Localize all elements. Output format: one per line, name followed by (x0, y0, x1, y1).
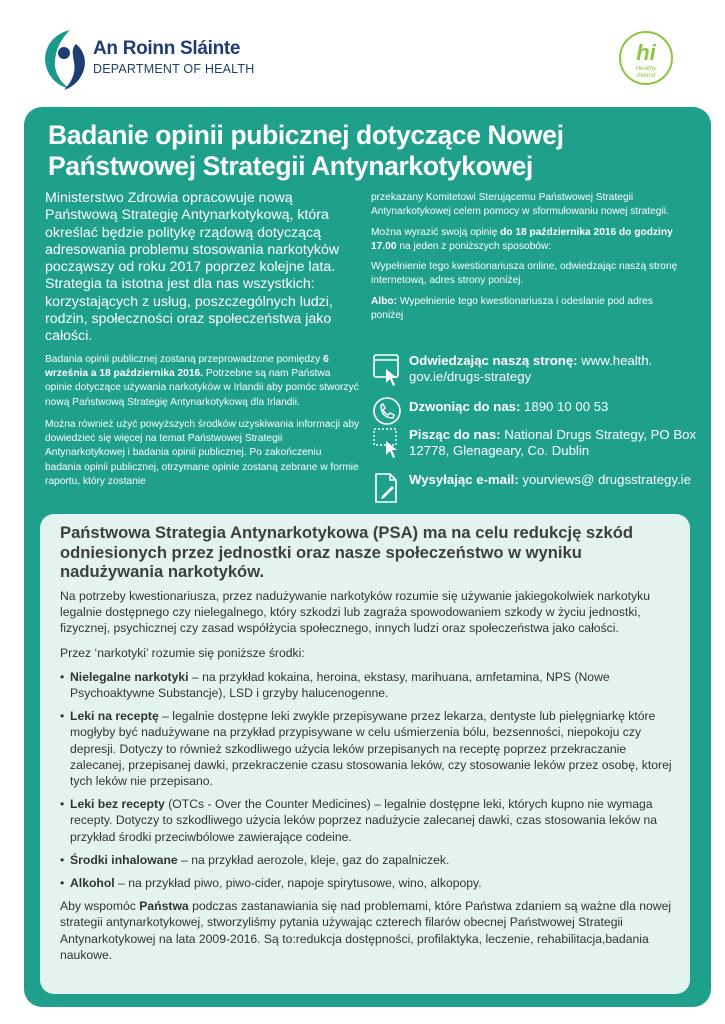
survey-dates: 6 września a 18 października 2016. (45, 353, 329, 379)
contact-email[interactable]: Wysyłając e-mail: yourviews@ drugsstrategy.ie (372, 472, 692, 512)
hi-logo-healthy: Healthy (635, 66, 657, 72)
email-icon (372, 472, 404, 508)
deadline-paragraph: Można wyrazić swoją opinię do 18 października 2016 do godziny 17.00 na jeden z poniższych sposobów: (371, 226, 673, 252)
definition-paragraph: Na potrzeby kwestionariusza, przez nadużywanie narkotyków rozumie się używanie jakiegokolwiek narkotyku legalnie dostępnego czy nielegalnego, który szkodzi lub zagraża spowodowaniem szkody w życiu jednostki, fizycznej, psychicznej czy zasad współżycia społecznego, innych ludzi oraz społeczeństwa jako całości. (60, 589, 651, 636)
mail-icon (372, 427, 404, 463)
logo-title: An Roinn Sláinte (93, 38, 241, 59)
contact-post[interactable]: Pisząc do nas: National Drugs Strategy, PO Box 12778, Glenageary, Co. Dublin (372, 427, 692, 467)
report-paragraph: przekazany Komitetowi Sterującemu Państwowej Strategii Antynarkotykowej celem pomocy w sformułowaniu nowej strategii. (371, 192, 669, 218)
list-item-prescription-drugs: • Leki na receptę – legalnie dostępne leki zwykle przepisywane przez lekarza, dentyste lub pielęgniarkę które mogłyby być nadużywane na przykład przypisywane w celu uśmierzenia bólu, bezsenności, niepokoju czy depresji. Dotyczy to również szkodliwego użycia leków przepisanych na receptę poprzez przekraczanie zalecanej, przepisanej dawki, przekraczenie czasu stosowania leków, czy stosowanie leków przez osobę, ktorej tych leków nie przepisano. (60, 708, 680, 789)
page-title: Badanie opinii pubicznej dotyczące Nowej Państwowej Strategii Antynarkotykowej (48, 120, 564, 181)
post-option-paragraph: Albo: Wypełnienie tego kwestionariusza i odeslanie pod adres poniżej (371, 295, 653, 322)
web-icon (372, 353, 404, 389)
list-item-inhalants: • Środki inhalowane – na przykład aerozole, kleje, gaz do zapalniczek. (60, 852, 680, 868)
pillars-paragraph: Aby wspomóc Państwa podczas zastanawiania się nad problemami, które Państwa zdaniem są ważne dla nowej strategii antynarkotykowej, stworzyliśmy pytania używając czterech filarów obecnej Państwowej Strategii Antynarkotykowej na lata 2009-2016. Są to:redukcja dostępności, profilaktyka, leczenie, rehabilitacja,badania naukowe. (60, 899, 672, 962)
contact-web[interactable]: Odwiedzając naszą stronę: www.health. gov.ie/drugs-strategy (372, 353, 692, 393)
online-option-paragraph: Wypełnienie tego kwestionariusza online, odwiedzając naszą stronę internetową, adres strony poniżej. (371, 261, 678, 287)
deadline: do 18 października 2016 do godziny 17.00 (371, 226, 673, 252)
healthy-ireland-logo (618, 30, 674, 86)
drug-types-list (60, 669, 680, 891)
intro-lead: Ministerstwo Zdrowia opracowuje nową Państwową Strategię Antynarkotykową, która określać będzie politykę rządową dotyczącą adresowania problemu stosowania narkotyków począwszy od roku 2017 poprzez kolejne lata. Strategia ta istotna jest dla nas wszystkich: korzystających z usług, poszczególnych ludzi, rodzin, społeczności oraz społeczeństwa jako całości. (45, 190, 340, 345)
department-logo-icon (40, 26, 90, 92)
list-item-otc-drugs: • Leki bez recepty (OTCs - Over the Counter Medicines) – legalnie dostępne leki, których kupno nie wymaga recepty. Dotyczy to szkodliwego użycia leków poprzez nadużycie zalecanej dawki, czas stosowania leków na przykład środki przeciwbólowe zawierające codeine. (60, 796, 680, 845)
intro-column-right (371, 191, 681, 329)
list-item-alcohol: • Alkohol – na przykład piwo, piwo-cider, napoje spirytusowe, wino, alkopopy. (60, 875, 680, 891)
hi-logo-text: hi (636, 40, 656, 65)
page-header (0, 0, 725, 110)
intro-info-paragraph: Można również użyć powyższych środków uzyskiwania informacji aby dowiedzieć się więcej na temat Państwowej Strategii Antynarkotykowej i badania opinii publicznej. Po zakończeniu badania opinii publicznej, otrzymane opinie zostaną zebrane w formie raportu, który zostanie (45, 418, 360, 488)
contact-phone[interactable]: Dzwoniąc do nas: 1890 10 00 53 (372, 396, 692, 436)
info-box-body (60, 588, 680, 971)
logo-subtitle: DEPARTMENT OF HEALTH (93, 62, 255, 76)
intro-dates-paragraph: Badania opinii publicznej zostaną przeprowadzone pomiędzy 6 września a 18 października 2016. Potrzebne są nam Państwa opinie dotyczące używania narkotyków w Irlandii aby pomóc stworzyć nową Państwową Strategię Antynarkotykową dla Irlandii. (45, 353, 359, 408)
drugs-subheading: Przez ‘narkotyki’ rozumie się poniższe środki: (60, 645, 305, 660)
info-box-title: Państwowa Strategia Antynarkotykowa (PSA) ma na celu redukcję szkód odniesionych przez jednostki oraz nasze społeczeństwo w wyniku nadużywania narkotyków. (60, 523, 633, 581)
list-item-illegal-drugs: • Nielegalne narkotyki – na przykład kokaina, heroina, ekstasy, marihuana, amfetamina, NPS (Nowe Psychoaktywne Substancje), LSD i grzyby halucenogenne. (60, 669, 680, 701)
hi-logo-ireland: Ireland (636, 73, 656, 79)
intro-column-left (45, 190, 360, 489)
